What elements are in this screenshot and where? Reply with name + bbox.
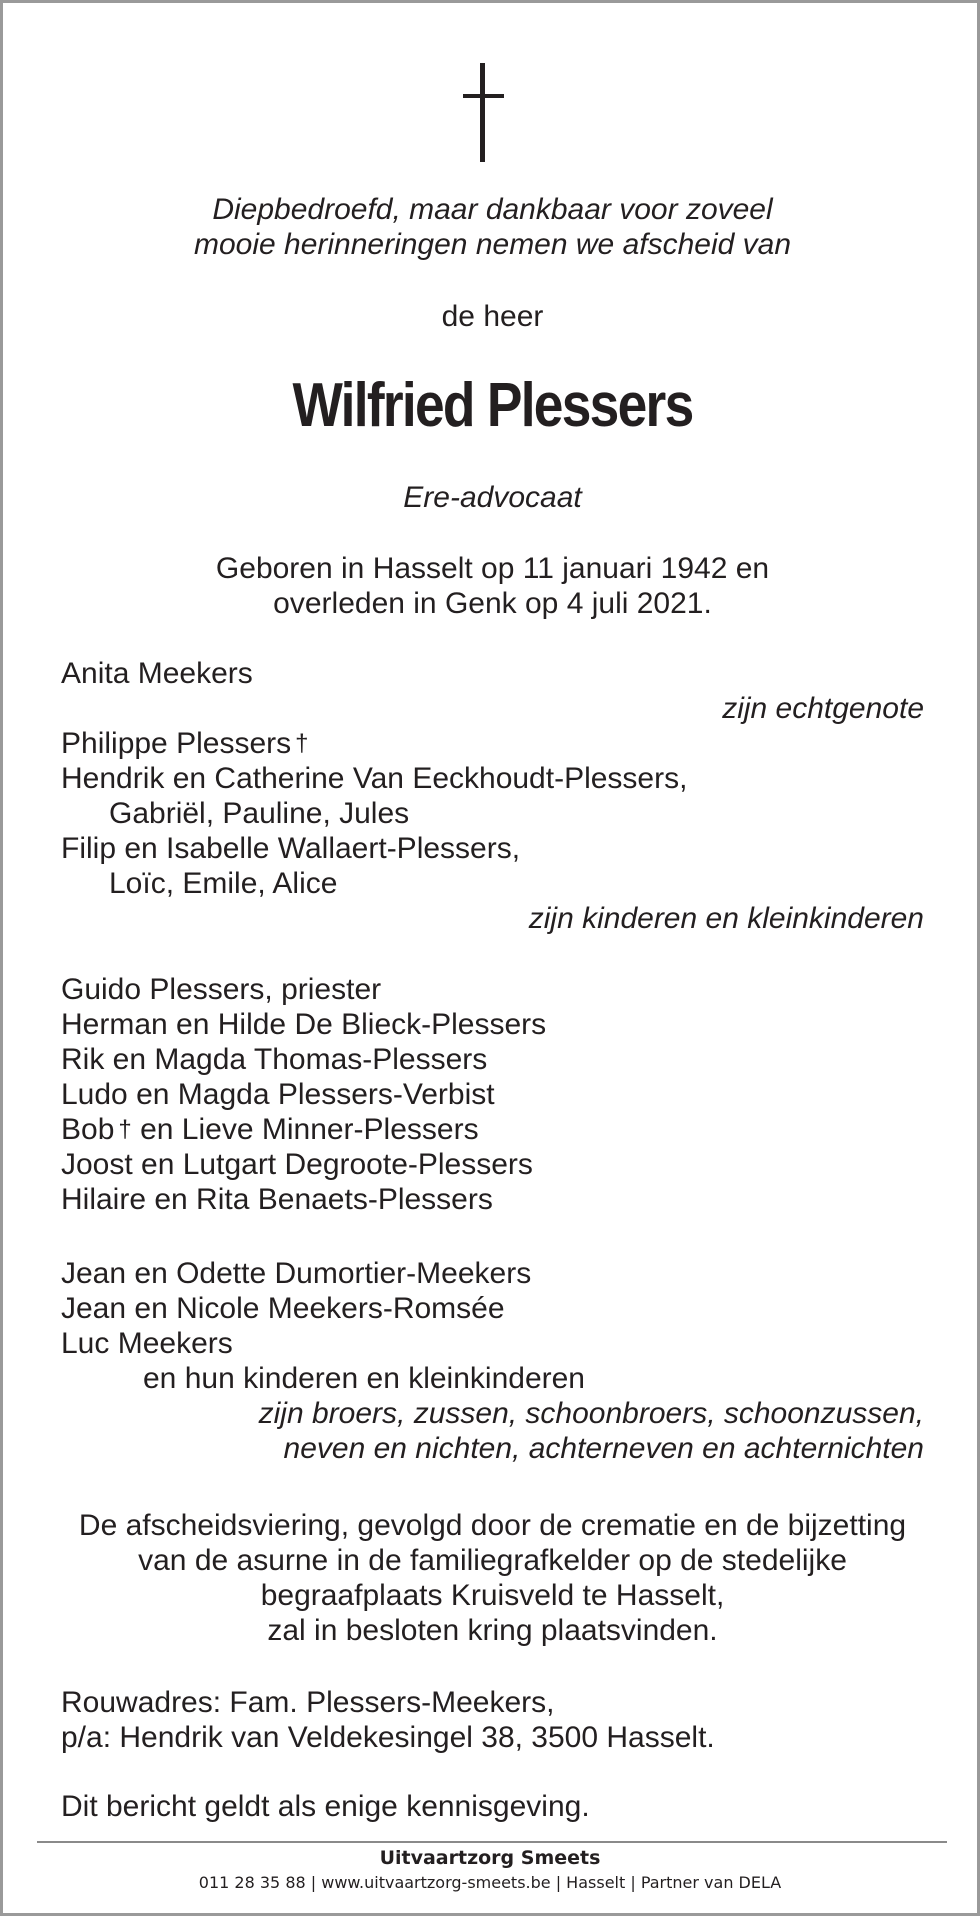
- grandchildren-entry: Gabriël, Pauline, Jules: [109, 797, 410, 830]
- ceremony-text: [61, 1508, 924, 1648]
- ceremony-line: De afscheidsviering, gevolgd door de crematie en de bijzetting: [78, 1509, 907, 1542]
- life-dates: [61, 551, 924, 621]
- children-role: zijn kinderen en kleinkinderen: [528, 902, 924, 935]
- sibling-name-rest: en Lieve Minner-Plessers: [140, 1113, 479, 1146]
- child-entry: Filip en Isabelle Wallaert-Plessers,: [61, 832, 521, 865]
- funeral-company-contact: 011 28 35 88 | www.uitvaartzorg-smeets.be | Hasselt | Partner van DELA: [198, 1873, 782, 1892]
- sibling-entry: Guido Plessers, priester: [61, 973, 382, 1006]
- intro-text: [61, 192, 924, 262]
- footer-divider: [37, 1841, 947, 1843]
- child-entry: [61, 726, 924, 761]
- siblings-list: [61, 972, 924, 1217]
- deceased-cross-icon: †: [118, 1116, 132, 1143]
- deceased-cross-icon: †: [295, 730, 309, 757]
- ceremony-line: begraafplaats Kruisveld te Hasselt,: [260, 1579, 725, 1612]
- sibling-entry: Herman en Hilde De Blieck-Plessers: [61, 1008, 547, 1041]
- address-line: Rouwadres: Fam. Plessers-Meekers,: [61, 1686, 555, 1719]
- deceased-title: Ere-advocaat: [403, 481, 582, 514]
- relatives-role: neven en nichten, achterneven en achternichten: [283, 1432, 924, 1465]
- sibling-entry: Hilaire en Rita Benaets-Plessers: [61, 1183, 493, 1216]
- ceremony-line: zal in besloten kring plaatsvinden.: [267, 1614, 718, 1647]
- relatives-role: zijn broers, zussen, schoonbroers, schoonzussen,: [258, 1397, 924, 1430]
- child-name: Philippe Plessers: [61, 727, 292, 760]
- sibling-entry: Joost en Lutgart Degroote-Plessers: [61, 1148, 533, 1181]
- sibling-entry: Ludo en Magda Plessers-Verbist: [61, 1078, 495, 1111]
- spouse-name: Anita Meekers: [61, 657, 253, 690]
- inlaw-entry: Jean en Nicole Meekers-Romsée: [61, 1292, 505, 1325]
- intro-line: Diepbedroefd, maar dankbaar voor zoveel: [212, 193, 773, 226]
- inlaws-list: [61, 1256, 924, 1466]
- mourning-address: [61, 1685, 924, 1755]
- inlaw-entry: Luc Meekers: [61, 1327, 233, 1360]
- funeral-company-name: Uitvaartzorg Smeets: [379, 1847, 601, 1869]
- life-line: Geboren in Hasselt op 11 januari 1942 en: [215, 552, 770, 585]
- salutation: de heer: [441, 300, 544, 333]
- grandchildren-entry: Loïc, Emile, Alice: [109, 867, 338, 900]
- cross-icon: [463, 63, 503, 162]
- sibling-entry: [61, 1112, 924, 1147]
- inlaw-descendants: en hun kinderen en kleinkinderen: [143, 1362, 585, 1395]
- sibling-name: Bob: [61, 1113, 115, 1146]
- deceased-name: Wilfried Plessers: [292, 371, 693, 440]
- life-line: overleden in Genk op 4 juli 2021.: [273, 587, 712, 620]
- intro-line: mooie herinneringen nemen we afscheid van: [193, 228, 792, 261]
- child-entry: Hendrik en Catherine Van Eeckhoudt-Plessers,: [61, 762, 688, 795]
- notice-text: Dit bericht geldt als enige kennisgeving.: [61, 1790, 590, 1823]
- sibling-entry: Rik en Magda Thomas-Plessers: [61, 1043, 488, 1076]
- inlaw-entry: Jean en Odette Dumortier-Meekers: [61, 1257, 532, 1290]
- address-line: p/a: Hendrik van Veldekesingel 38, 3500 Hasselt.: [61, 1721, 715, 1754]
- family-list: [61, 656, 924, 936]
- ceremony-line: van de asurne in de familiegrafkelder op de stedelijke: [138, 1544, 847, 1577]
- spouse-role: zijn echtgenote: [722, 692, 924, 725]
